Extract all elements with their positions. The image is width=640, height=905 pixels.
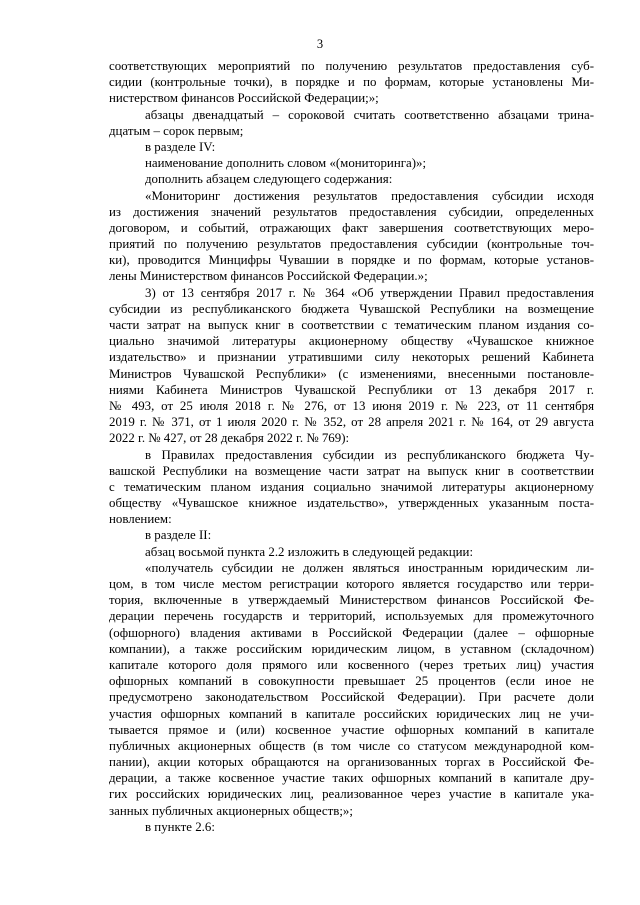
text-line: «получатель субсидии не должен являться иностранным юридическим ли- [145, 560, 594, 575]
text-line: 2019 г. № 371, от 1 июля 2020 г. № 352, от 28 апреля 2021 г. № 164, от 29 августа [109, 415, 594, 430]
text-line: занных публичных акционерных обществ;»; [109, 803, 353, 818]
text-line: офшорных компаний в совокупности превышает 25 процентов (если иное не [109, 674, 594, 689]
text-line: предусмотрено законодательством Российской Федерации). При расчете доли [109, 690, 594, 705]
text-line: 3) от 13 сентября 2017 г. № 364 «Об утверждении Правил предоставления [145, 285, 594, 300]
text-line: из достижения значений результатов предоставления субсидии, определенных [109, 204, 594, 219]
text-line: нистерством финансов Российской Федерации;»; [109, 91, 379, 106]
text-line: 2022 г. № 427, от 28 декабря 2022 г. № 769): [109, 431, 350, 446]
text-line: соответствующих мероприятий по получению результатов предоставления суб- [109, 59, 594, 73]
text-line: тория, включенные в утверждаемый Министерством финансов Российской Фе- [109, 593, 594, 608]
text-line: дерации, а также косвенное участие таких офшорных компаний в капитале дру- [109, 771, 594, 786]
text-line: в разделе IV: [145, 139, 216, 154]
text-line: абзацы двенадцатый – сороковой считать соответственно абзацами трина- [145, 107, 594, 122]
text-line: издательство» и признании утратившими силу некоторых решений Кабинета [109, 350, 594, 365]
text-line: циально значимой литературы акционерному обществу «Чувашское книжное [109, 334, 594, 349]
text-line: с тематическим планом издания социально значимой литературы акционерному [109, 479, 594, 494]
text-line: (офшорного) владения активами в Российской Федерации (далее – офшорные [109, 625, 594, 640]
document-body [109, 58, 594, 835]
text-line: гих российских юридических лиц, реализованное через участие в капитале ука- [109, 787, 594, 802]
text-line: дерации перечень государств и территорий, используемых для промежуточного [109, 609, 594, 624]
text-line: новлением: [109, 512, 172, 527]
text-line: ки), проводится Минцифры Чувашии в порядке и по формам, которые установ- [109, 253, 594, 268]
text-line: вашской Республики на возмещение части затрат на выпуск книг в соответствии [109, 463, 594, 478]
text-line: в пункте 2.6: [145, 819, 215, 834]
text-line: обществу «Чувашское книжное издательство», утвержденных указанным поста- [109, 496, 594, 511]
text-line: дцатым – сорок первым; [109, 123, 244, 138]
text-line: лены Министерством финансов Российской Федерации.»; [109, 269, 428, 284]
text-line: части затрат на выпуск книг в соответствии с тематическим планом издания со- [109, 318, 594, 332]
text-line: Министров Чувашской Республики» (с изменениями, внесенными постановле- [109, 366, 594, 381]
text-line: ниями Кабинета Министров Чувашской Республики от 13 декабря 2017 г. [109, 382, 594, 397]
page-number: 3 [316, 37, 324, 51]
text-line: компании), а также российским юридическим лицом, в уставном (складочном) [109, 641, 594, 656]
text-line: приятий по получению результатов предоставления субсидии (контрольные точ- [109, 237, 594, 252]
text-line: «Мониторинг достижения результатов предоставления субсидии исходя [145, 188, 594, 203]
text-line: абзац восьмой пункта 2.2 изложить в следующей редакции: [145, 544, 474, 559]
text-line: цом, в том числе местом регистрации которого является государство или терри- [109, 577, 594, 591]
text-line: договором, и событий, отражающих факт завершения соответствующих меро- [109, 220, 594, 235]
text-line: № 493, от 25 июля 2018 г. № 276, от 13 июня 2019 г. № 223, от 11 сентября [109, 398, 594, 413]
text-line: субсидии из республиканского бюджета Чувашской Республики на возмещение [109, 301, 594, 316]
text-line: дополнить абзацем следующего содержания: [145, 172, 393, 187]
text-line: в Правилах предоставления субсидии из республиканского бюджета Чу- [145, 447, 594, 462]
text-line: пании), акции которых обращаются на организованных торгах в Российской Фе- [109, 755, 594, 770]
text-line: в разделе II: [145, 528, 212, 543]
text-line: участия офшорных компаний в капитале российских юридических лиц не учи- [109, 706, 594, 721]
text-line: наименование дополнить словом «(мониторинга)»; [145, 156, 427, 171]
text-line: сидии (контрольные точки), в порядке и по формам, которые установлены Ми- [109, 75, 594, 90]
text-line: тывается прямое и (или) косвенное участие офшорных компаний в капитале [109, 722, 594, 737]
text-line: капитале которого доля прямого или косвенного (через третьих лиц) участия [109, 657, 594, 672]
text-line: публичных акционерных обществ (в том числе со статусом международной ком- [109, 738, 594, 753]
